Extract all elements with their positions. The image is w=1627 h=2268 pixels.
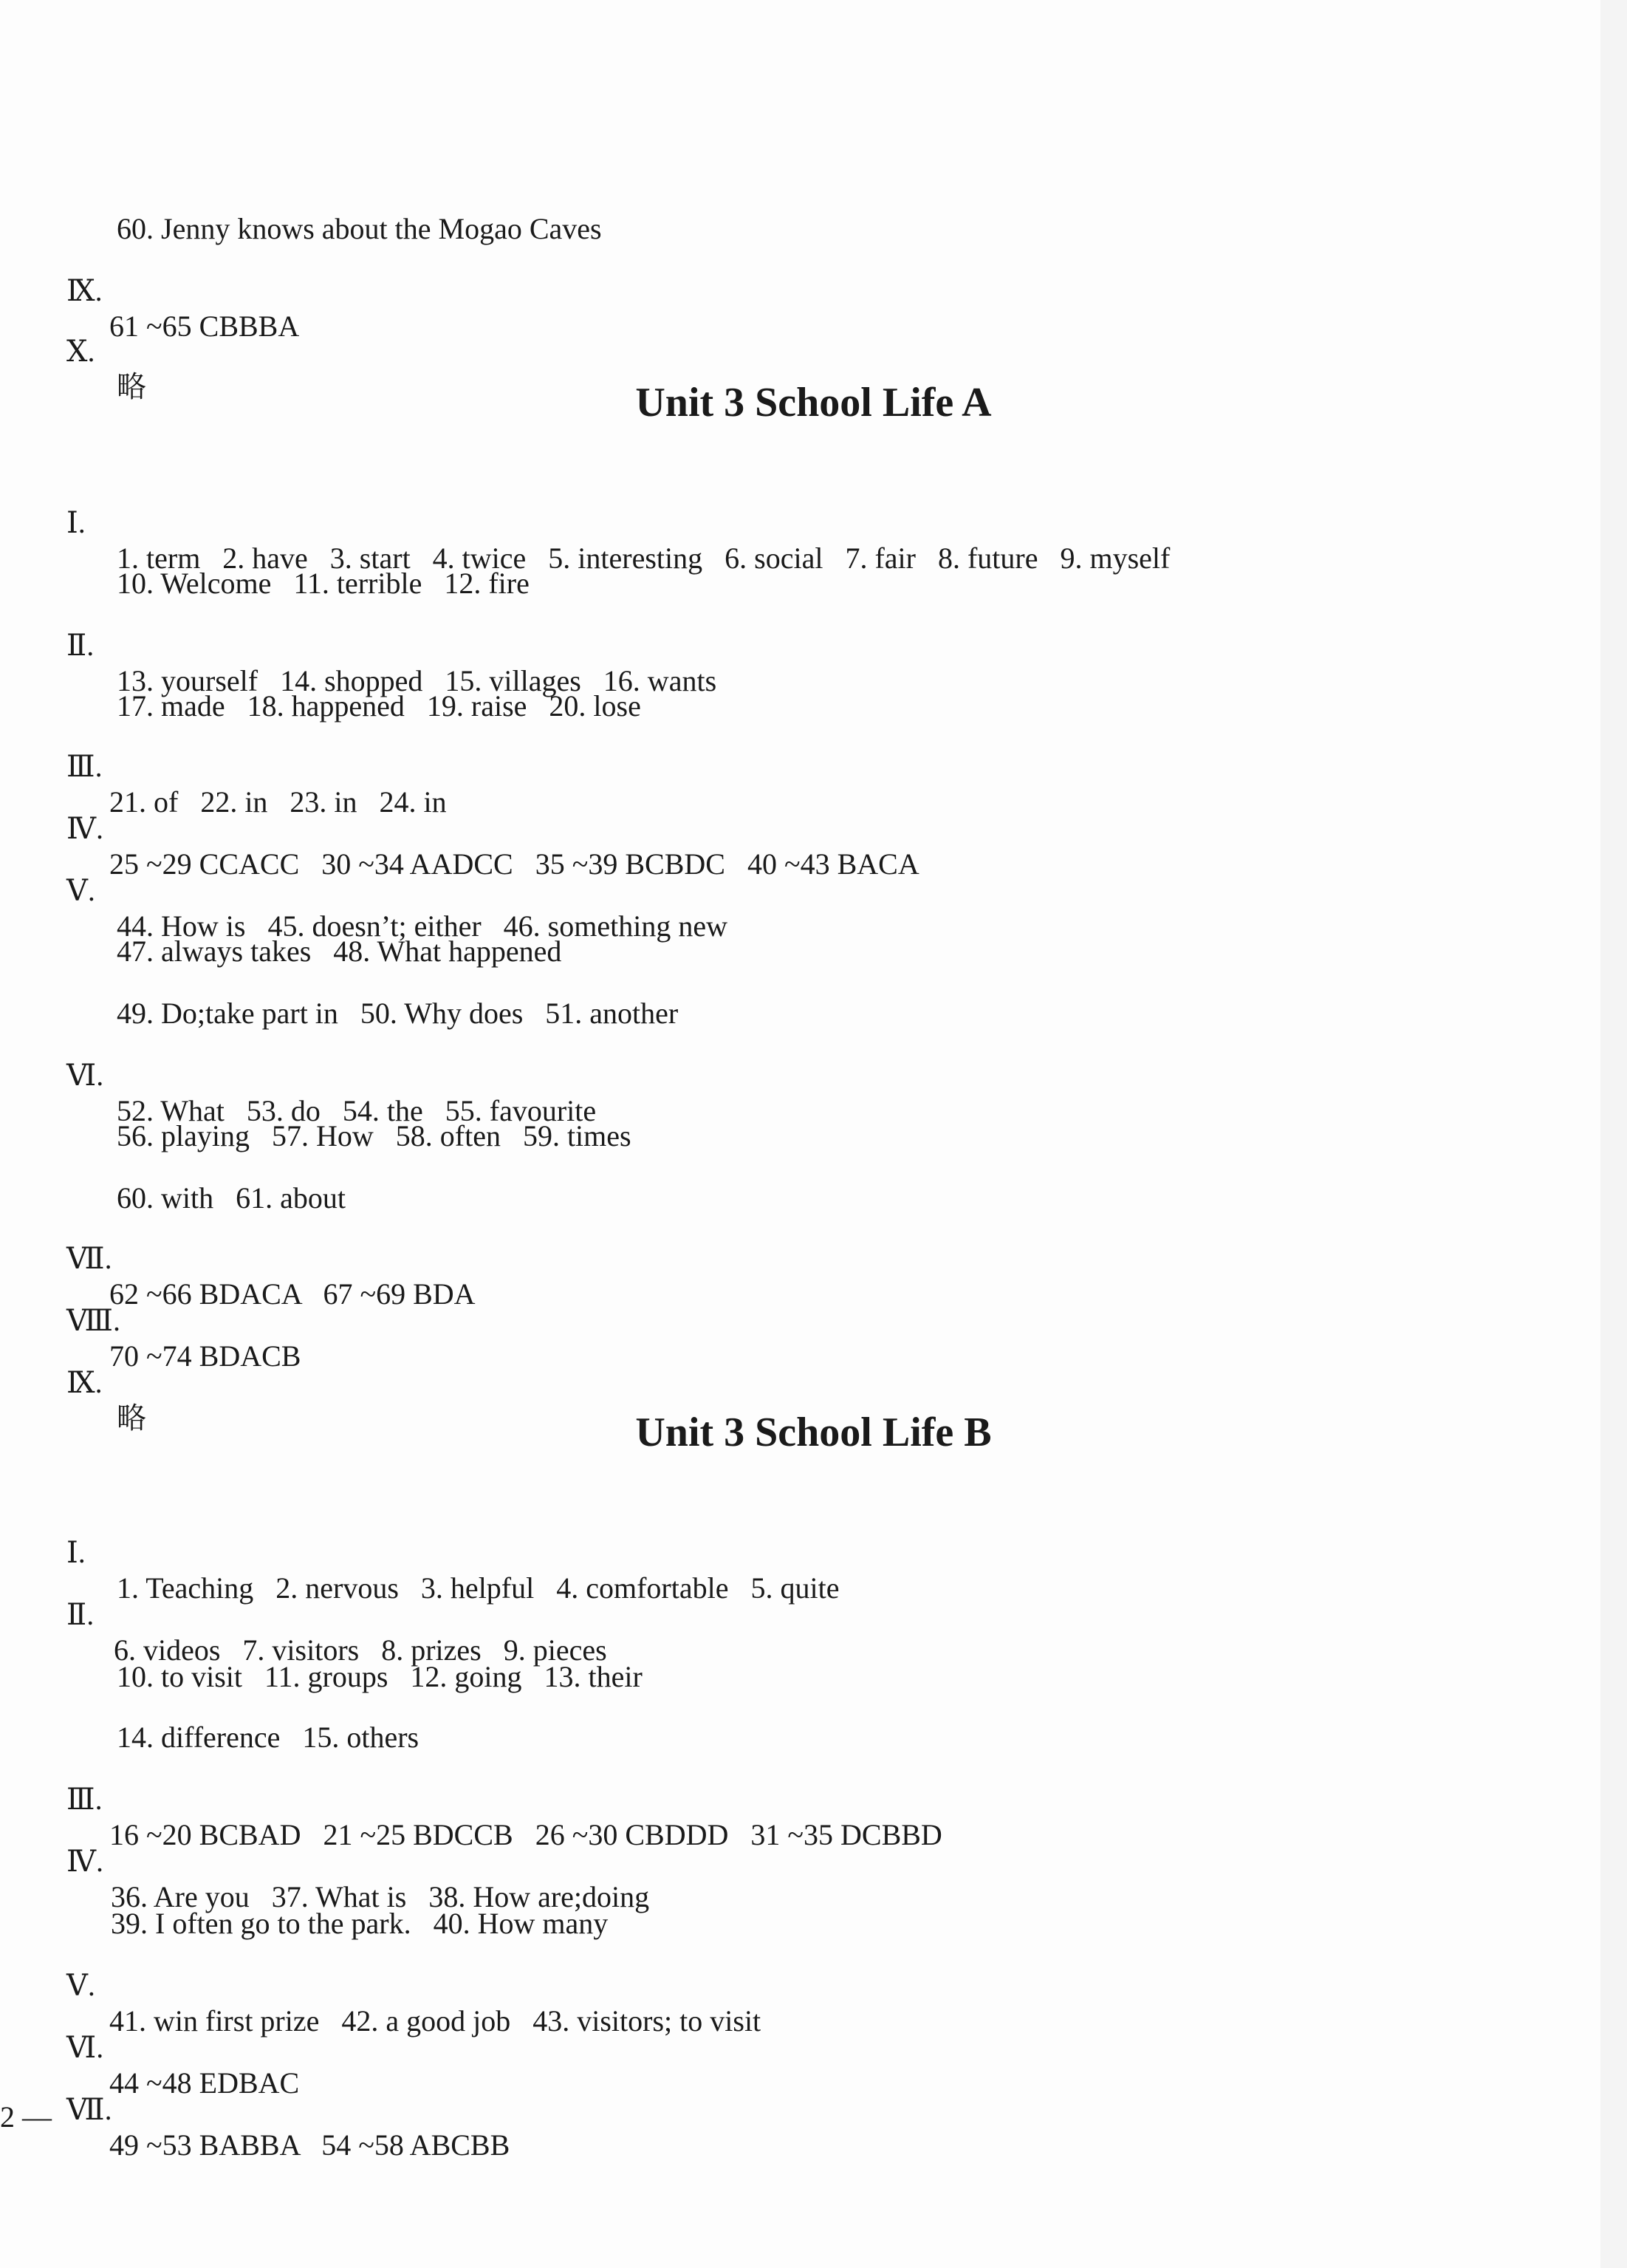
answer-text: 略 (117, 1401, 146, 1435)
answer-text: 70 ~74 BDACB (109, 1339, 301, 1373)
answer-text: 62 ~66 BDACA 67 ~69 BDA (109, 1277, 476, 1311)
answer-text: 17. made 18. happened 19. raise 20. lose (117, 689, 641, 723)
section-number: Ⅳ. (66, 812, 103, 845)
section-number: Ⅶ. (66, 1242, 112, 1275)
answer-text: 16 ~20 BCBAD 21 ~25 BDCCB 26 ~30 CBDDD 31 ~35 DCBBD (109, 1818, 942, 1851)
answer-line (0, 960, 679, 1031)
answer-text: 44. How is 45. doesn’t; either 46. something new (117, 909, 727, 943)
answer-text: 13. yourself 14. shopped 15. villages 16. wants (117, 664, 717, 697)
answer-text: 10. to visit 11. groups 12. going 13. their (117, 1660, 643, 1693)
answer-text: 略 (117, 370, 146, 403)
section-title: Unit 3 School Life B (635, 1410, 992, 1455)
section-number: Ⅱ. (66, 1598, 95, 1631)
answer-text: 21. of 22. in 23. in 24. in (109, 785, 447, 819)
answer-text: 10. Welcome 11. terrible 12. fire (117, 567, 530, 600)
answer-text: 47. always takes 48. What happened (117, 935, 562, 968)
answer-text: 41. win first prize 42. a good job 43. visitors; to visit (109, 2004, 761, 2038)
section-title: Unit 3 School Life A (635, 380, 992, 426)
answer-text: 52. What 53. do 54. the 55. favourite (117, 1094, 597, 1127)
section-number: Ⅲ. (66, 1783, 103, 1816)
answer-line (0, 176, 602, 247)
section-number: Ⅴ. (66, 874, 95, 907)
answer-text: 14. difference 15. others (117, 1721, 419, 1754)
section-number: Ⅷ. (66, 1304, 121, 1337)
section-number: Ⅹ. (66, 335, 95, 368)
section-number: Ⅸ. (66, 274, 103, 307)
answer-text: 6. videos 7. visitors 8. prizes 9. pieces (114, 1633, 607, 1667)
answer-text: 44 ~48 EDBAC (109, 2066, 300, 2100)
answer-text: 61 ~65 CBBBA (109, 310, 300, 343)
page-edge-shadow (1600, 0, 1627, 2268)
section-number: Ⅱ. (66, 629, 95, 662)
answer-text: 1. term 2. have 3. start 4. twice 5. interesting 6. social 7. fair 8. future 9. myself (117, 542, 1171, 575)
answer-text: 60. Jenny knows about the Mogao Caves (117, 212, 602, 245)
answer-text: 56. playing 57. How 58. often 59. times (117, 1119, 631, 1152)
answer-text: 49. Do;take part in 50. Why does 51. another (117, 997, 679, 1030)
answer-text: 36. Are you 37. What is 38. How are;doing (111, 1880, 650, 1913)
section-number: Ⅸ. (66, 1366, 103, 1399)
page-number: 2 — (0, 2100, 52, 2134)
section-number: Ⅰ. (66, 506, 86, 539)
section-number: Ⅵ. (66, 1059, 104, 1092)
answer-text: 1. Teaching 2. nervous 3. helpful 4. comfortable 5. quite (117, 1571, 840, 1605)
section-number: Ⅶ. (66, 2093, 112, 2126)
answer-text: 60. with 61. about (117, 1181, 346, 1215)
answer-text: 49 ~53 BABBA 54 ~58 ABCBB (109, 2128, 510, 2162)
answer-text: 25 ~29 CCACC 30 ~34 AADCC 35 ~39 BCBDC 40 ~43 BACA (109, 847, 919, 881)
section-number: Ⅰ. (66, 1536, 86, 1569)
section-number: Ⅵ. (66, 2031, 104, 2064)
answer-line (0, 530, 530, 601)
answer-text: 39. I often go to the park. 40. How many (111, 1907, 609, 1940)
section-number: Ⅴ. (66, 1969, 95, 2002)
section-number: Ⅳ. (66, 1845, 103, 1878)
answer-line (0, 1684, 419, 1755)
section-number: Ⅲ. (66, 750, 103, 783)
